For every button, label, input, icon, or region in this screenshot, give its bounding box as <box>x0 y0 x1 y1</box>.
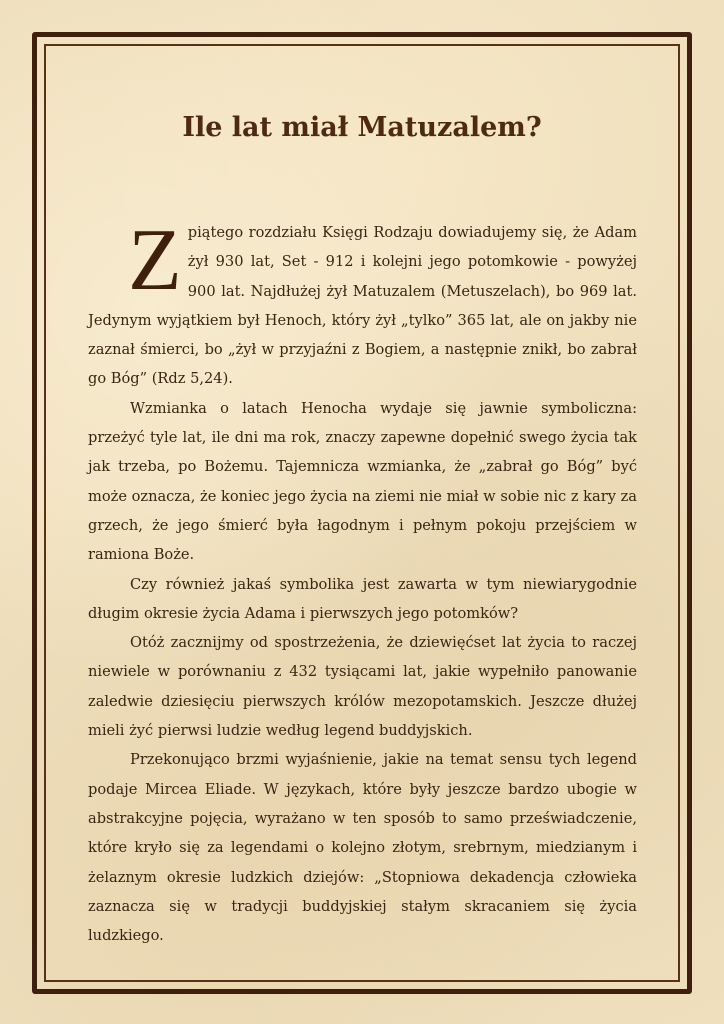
paragraph-2: Wzmianka o latach Henocha wydaje się jawnie symboliczna: przeżyć tyle lat, ile dni ma rok, znaczy zapewne dopełnić swego życia tak jak trzeba, po Bożemu. Tajemnicza wzmianka, że „zabrał go Bóg” być może oznacza, że koniec jego życia na ziemi nie miał w sobie nic z kary za grzech, że jego śmierć była łagodnym i pełnym pokoju przejściem w ramiona Boże. <box>88 399 637 564</box>
paragraph-4: Otóż zacznijmy od spostrzeżenia, że dziewięćset lat życia to raczej niewiele w porównaniu z 432 tysiącami lat, jakie wypełniło panowanie zaledwie dziesięciu pierwszych królów mezopotamskich. Jeszcze dłużej mieli żyć pierwsi ludzie według legend buddyjskich. <box>88 634 637 740</box>
page-title: Ile lat miał Matuzalem? <box>182 112 542 143</box>
paragraph-3: Czy również jakaś symbolika jest zawarta w tym niewiarygodnie długim okresie życia Adama i pierwszych jego potomków? <box>88 575 637 622</box>
article-body <box>88 212 637 950</box>
paragraph-5: Przekonująco brzmi wyjaśnienie, jakie na temat sensu tych legend podaje Mircea Eliade. W językach, które były jeszcze bardzo ubogie w abstrakcyjne pojęcia, wyrażano w ten sposób to samo przeświadczenie, które kryło się za legendami o kolejno złotym, srebrnym, miedzianym i żelaznym okresie ludzkich dziejów: „Stopniowa dekadencja człowieka zaznacza się w tradycji buddyjskiej stałym skracaniem się życia ludzkiego. <box>88 751 637 945</box>
paragraph-1 <box>88 212 637 394</box>
drop-cap: Z <box>128 212 182 309</box>
paragraph-1-text: piątego rozdziału Księgi Rodzaju dowiadujemy się, że Adam żył 930 lat, Set - 912 i kolejni jego potomkowie - powyżej 900 lat. Najdłużej żył Matuzalem (Metuszelach), bo 969 lat. Jedynym wyjątkiem był Henoch, który żył „tylko” 365 lat, ale on jakby nie zaznał śmierci, bo „żył w przyjaźni z Bogiem, a następnie znikł, bo zabrał go Bóg” (Rdz 5,24). <box>88 224 637 388</box>
